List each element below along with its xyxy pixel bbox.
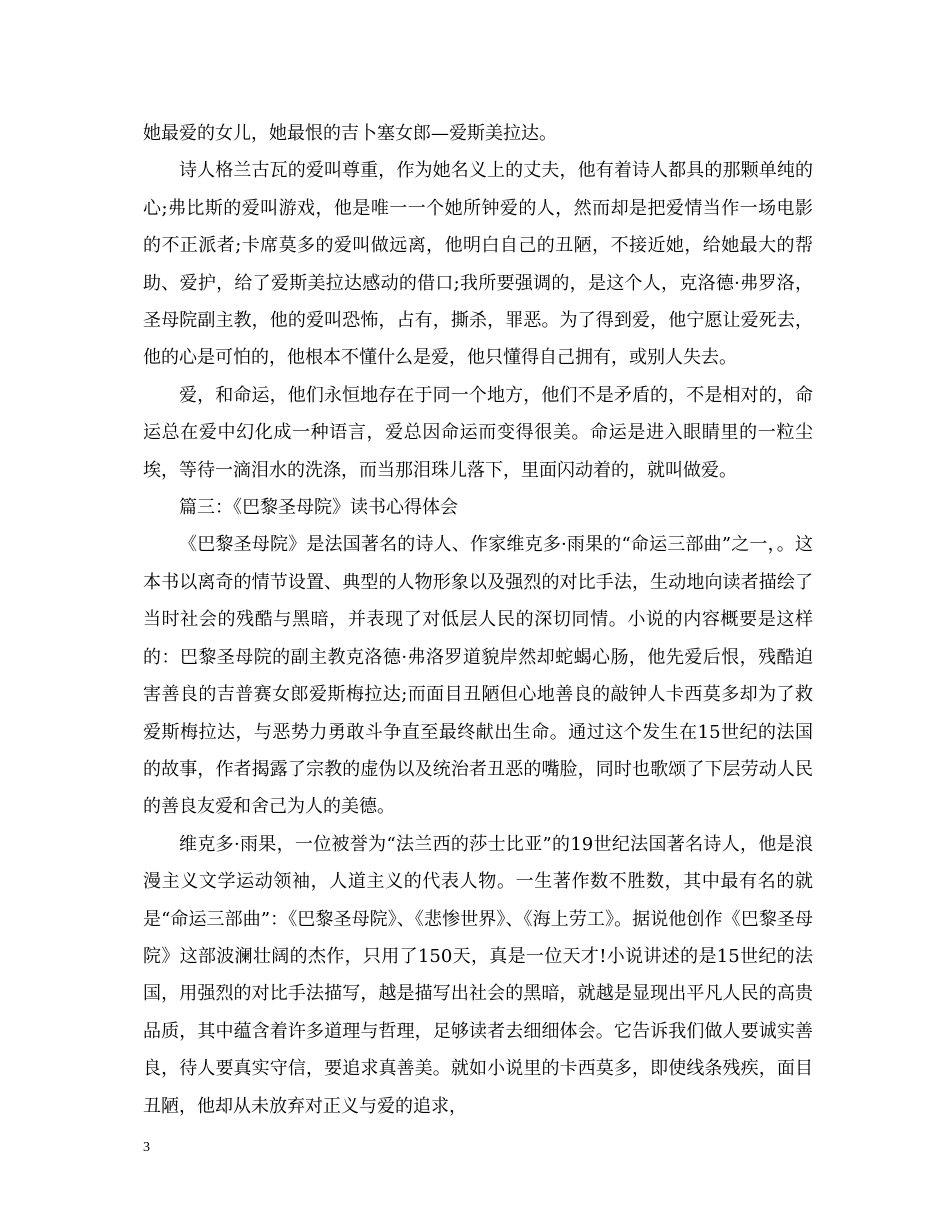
paragraph-book-summary: 《巴黎圣母院》是法国著名的诗人、作家维克多·雨果的“命运三部曲”之一，。这本书以离奇的情节设置、典型的人物形象以及强烈的对比手法，生动地向读者描绘了当时社会的残酷与黑暗，并表现了对低层人民的深切同情。小说的内容概要是这样的：巴黎圣母院的副主教克洛德·弗洛罗道貌岸然却蛇蝎心肠，他先爱后恨，残酷迫害善良的吉普赛女郎爱斯梅拉达;而面目丑陋但心地善良的敲钟人卡西莫多却为了救爱斯梅拉达，与恶势力勇敢斗争直至最终献出生命。通过这个发生在15世纪的法国的故事，作者揭露了宗教的虚伪以及统治者丑恶的嘴脸，同时也歌颂了下层劳动人民的善良友爱和舍己为人的美德。 (143, 534, 813, 818)
paragraph-love-and-fate: 爱，和命运，他们永恒地存在于同一个地方，他们不是矛盾的，不是相对的，命运总在爱中幻化成一种语言，爱总因命运而变得很美。命运是进入眼睛里的一粒尘埃，等待一滴泪水的洗涤，而当那泪珠儿落下，里面闪动着的，就叫做爱。 (143, 384, 813, 481)
paragraph-author-hugo: 维克多·雨果，一位被誉为“法兰西的莎士比亚”的19世纪法国著名诗人，他是浪漫主义文学运动领袖，人道主义的代表人物。一生著作数不胜数，其中最有名的就是“命运三部曲”：《巴黎圣母院》、《悲惨世界》、《海上劳工》。据说他创作《巴黎圣母院》这部波澜壮阔的杰作，只用了150天，真是一位天才!小说讲述的是15世纪的法国，用强烈的对比手法描写，越是描写出社会的黑暗，就越是显现出平凡人民的高贵品质，其中蕴含着许多道理与哲理，足够读者去细细体会。它告诉我们做人要诚实善良，待人要真实守信，要追求真善美。就如小说里的卡西莫多，即使线条残疾，面目丑陋，他却从未放弃对正义与爱的追求， (143, 833, 813, 1117)
paragraph-continuation: 她最爱的女儿，她最恨的吉卜塞女郎—爱斯美拉达。 (143, 123, 557, 144)
section-heading: 篇三：《巴黎圣母院》读书心得体会 (179, 497, 458, 519)
document-body (143, 115, 813, 1125)
page-number: 3 (143, 1140, 150, 1155)
paragraph-love-forms: 诗人格兰古瓦的爱叫尊重，作为她名义上的丈夫，他有着诗人都具的那颗单纯的心;弗比斯的爱叫游戏，他是唯一一个她所钟爱的人，然而却是把爱情当作一场电影的不正派者;卡席莫多的爱叫做远离，他明白自己的丑陋，不接近她，给她最大的帮助、爱护，给了爱斯美拉达感动的借口;我所要强调的，是这个人，克洛德·弗罗洛，圣母院副主教，他的爱叫恐怖，占有，撕杀，罪恶。为了得到爱，他宁愿让爱死去，他的心是可怕的，他根本不懂什么是爱，他只懂得自己拥有，或别人失去。 (143, 160, 813, 369)
